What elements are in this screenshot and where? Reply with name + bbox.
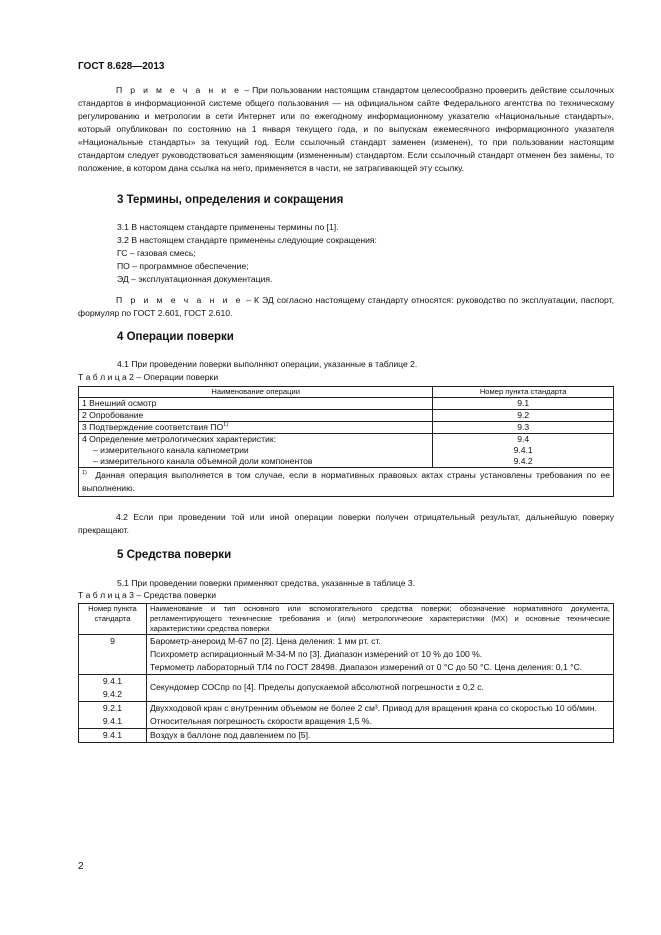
note-text: – При пользовании настоящим стандартом целесообразно проверить действие ссылочных стандартов в информационной системе общего пользования — на официальном сайте Федерального агентства по техническому регулированию и метрологии в сети Интернет или по ежегодному информационному указателю «Национальные стандарты», который опубликован по состоянию на 1 января текущего года, и по выпускам ежемесячного информационного указателя «Национальные стандарты» за текущий год. Если ссылочный стандарт заменен (изменен), то при пользовании настоящим стандартом следует руководствоваться заменяющим (измененным) стандартом. Если ссылочный стандарт отменен без замены, то положение, в котором дана ссылка на него, применяется в части, не затрагивающей эту ссылку. — [78, 85, 615, 173]
note-references — [78, 84, 614, 175]
operation-name: – измерительного канала объемной доли компонентов — [79, 456, 433, 468]
means-item: Барометр-анероид М-67 по [2]. Цена деления: 1 мм рт. ст. — [149, 636, 381, 646]
table-row — [79, 456, 614, 468]
clause-number: 9.4 — [433, 434, 614, 446]
table-row — [79, 422, 614, 434]
note-label: П р и м е ч а н и е — [116, 295, 244, 305]
section-4-paragraph-1: 4.1 При проведении поверки выполняют операции, указанные в таблице 2. — [117, 359, 418, 369]
section-3-line-4: ПО – программное обеспечение; — [117, 261, 249, 271]
table-row — [79, 635, 614, 675]
table-header-cell: Номер пункта стандарта — [79, 604, 147, 635]
table-row — [79, 445, 614, 456]
clause-number: 9.2 — [433, 410, 614, 422]
operation-name-cell — [79, 422, 433, 434]
means-item: Психрометр аспирационный М-34-М по [3]. Диапазон измерений от 10 % до 100 %. — [149, 649, 483, 659]
footnote-marker: 1) — [223, 422, 229, 429]
table-header-cell: Наименование операции — [79, 387, 433, 398]
table-2-operations — [78, 386, 614, 497]
means-item: Секундомер СОСпр по [4]. Пределы допускаемой абсолютной погрешности ± 0,2 с. — [149, 682, 484, 692]
clause-number: 9.4.1 9.4.2 — [79, 675, 147, 702]
section-4-paragraph-2: 4.2 Если при проведении той или иной операции поверки получен отрицательный результат, дальнейшую поверку прекращают. — [78, 512, 614, 535]
table-header-row — [79, 387, 614, 398]
section-3-title: 3 Термины, определения и сокращения — [117, 194, 344, 206]
clause-number: 9.2.1 9.4.1 — [79, 702, 147, 729]
operation-name: 1 Внешний осмотр — [79, 398, 433, 410]
operation-name: 2 Опробование — [79, 410, 433, 422]
section-3-line-3: ГС – газовая смесь; — [117, 248, 196, 258]
operation-name: 4 Определение метрологических характеристик: — [79, 434, 433, 446]
means-item: Термометр лабораторный ТЛ4 по ГОСТ 28498. Диапазон измерений от 0 °С до 50 °С. Цена деления: 0,1 °С. — [149, 662, 583, 672]
clause-number: 9.4.1 — [433, 445, 614, 456]
table-header-row — [79, 604, 614, 635]
table-row — [79, 434, 614, 446]
clause-number: 9.4.2 — [433, 456, 614, 468]
section-3-note — [78, 294, 614, 320]
table-row — [79, 702, 614, 729]
document-header: ГОСТ 8.628—2013 — [78, 61, 165, 72]
means-item: Воздух в баллоне под давлением по [5]. — [149, 730, 311, 740]
operation-name: – измерительного канала капнометрии — [79, 445, 433, 456]
table-row — [79, 675, 614, 702]
clause-number: 9 — [79, 635, 147, 675]
table-2-caption: Т а б л и ц а 2 – Операции поверки — [78, 372, 219, 382]
page-number: 2 — [78, 861, 84, 872]
clause-number: 9.4.1 — [79, 729, 147, 743]
note-label: П р и м е ч а н и е — [116, 85, 242, 95]
table-header-cell: Номер пункта стандарта — [433, 387, 614, 398]
section-3-line-1: 3.1 В настоящем стандарте применены термины по [1]. — [117, 222, 339, 232]
means-item: Двухходовой кран с внутренним объемом не более 2 см³. Привод для вращения крана со скоростью 10 об/мин. Относительная погрешность скорости вращения 1,5 %. — [149, 703, 597, 726]
table-row — [79, 729, 614, 743]
section-3-line-2: 3.2 В настоящем стандарте применены следующие сокращения: — [117, 235, 377, 245]
table-header-cell: Наименование и тип основного или вспомогательного средства поверки; обозначение нормативного документа, регламентирующего технические требования и (или) метрологические характеристики (МХ) и основные технические характеристики средства поверки — [146, 604, 613, 635]
table-row — [79, 410, 614, 422]
footnote-marker: 1) — [82, 470, 87, 477]
note-text: – К ЭД согласно настоящему стандарту относятся: руководство по эксплуатации, паспорт, формуляр по ГОСТ 2.601, ГОСТ 2.610. — [78, 295, 614, 318]
section-5-paragraph-1: 5.1 При проведении поверки применяют средства, указанные в таблице 3. — [117, 578, 416, 588]
operation-name: 3 Подтверждение соответствия ПО — [82, 422, 224, 432]
means-description — [146, 675, 613, 702]
table-row — [79, 398, 614, 410]
table-3-verification-means — [78, 603, 614, 743]
means-description — [146, 635, 613, 675]
clause-number: 9.1 — [433, 398, 614, 410]
means-description — [146, 702, 613, 729]
section-5-title: 5 Средства поверки — [117, 549, 232, 561]
table-footnote — [79, 468, 614, 497]
table-footnote-row — [79, 468, 614, 497]
clause-number: 9.3 — [433, 422, 614, 434]
table-3-caption: Т а б л и ц а 3 – Средства поверки — [78, 590, 216, 600]
footnote-text: Данная операция выполняется в том случае, если в нормативных правовых актах страны установлены требования по ее выполнению. — [82, 470, 610, 493]
section-3-line-5: ЭД – эксплуатационная документация. — [117, 274, 273, 284]
means-description — [146, 729, 613, 743]
section-4-title: 4 Операции поверки — [117, 331, 234, 343]
